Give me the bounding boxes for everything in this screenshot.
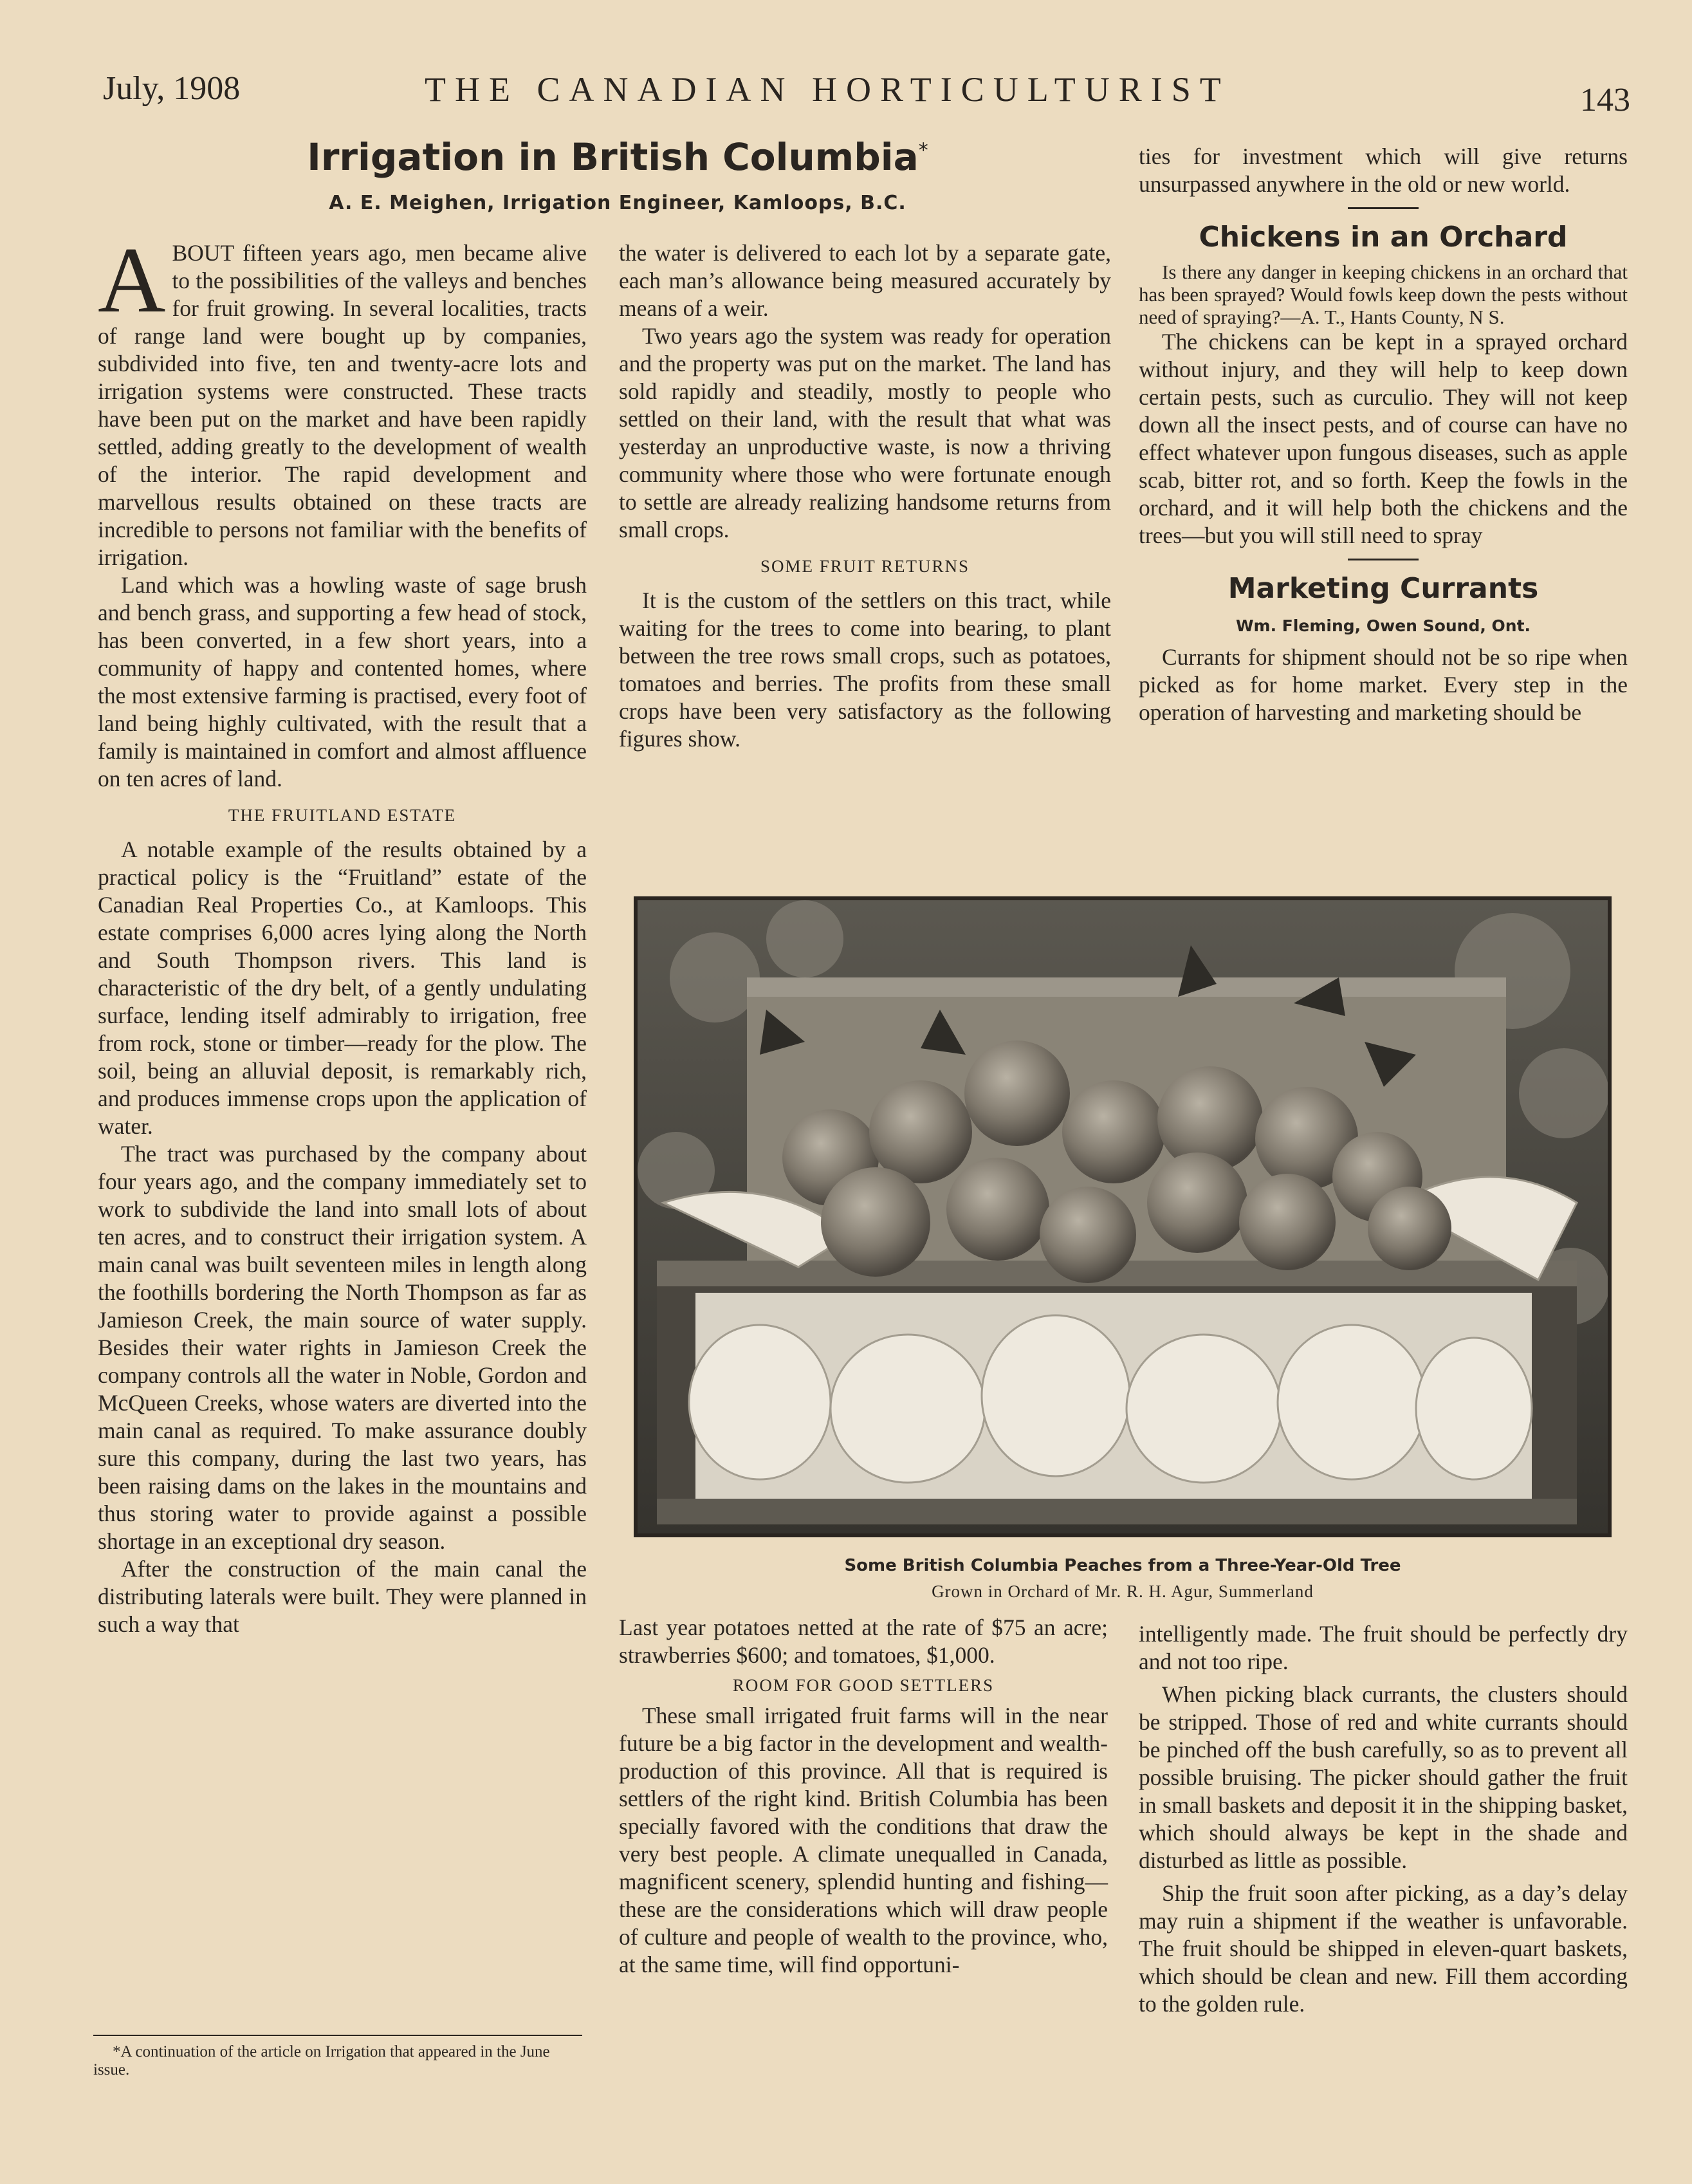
chickens-heading: Chickens in an Orchard: [1199, 221, 1568, 254]
drop-cap: A: [98, 228, 166, 332]
paragraph: A notable example of the results obtained by a practical policy is the “Fruitland” estate of the Canadian Real Properties Co., at Kamloops. This estate comprises 6,000 acres lying along the North and South Thompson rivers. This land is characteristic of the dry belt, of a gently undulating surface, lending itself admirably to irrigation, free from rock, stone or timber—ready for the plow. The soil, being an alluvial deposit, is remarkably rich, and produces immense crops upon the application of water.: [98, 837, 587, 1139]
section-divider: [1348, 559, 1419, 560]
paragraph: Currants for shipment should not be so ripe when picked as for home market. Every step in the operation of harvesting and marketing should be: [1139, 644, 1628, 725]
column-2-bottom: [619, 1614, 1108, 1979]
column-1: [98, 228, 587, 1638]
column-3-top: [1139, 143, 1628, 726]
paragraph: ties for investment which will give returns unsurpassed anywhere in the old or new world.: [1139, 143, 1628, 197]
column-2-top: [619, 239, 1111, 753]
subheading-good-settlers: ROOM FOR GOOD SETTLERS: [732, 1676, 995, 1695]
paragraph: the water is delivered to each lot by a separate gate, each man’s allowance being measured accurately by means of a weir.: [619, 240, 1111, 321]
currants-heading: Marketing Currants: [1228, 572, 1539, 605]
subheading-fruit-returns: SOME FRUIT RETURNS: [760, 557, 970, 576]
paragraph: The chickens can be kept in a sprayed orchard without injury, and they will help to keep down certain pests, such as curculio. They will not keep down all the insect pests, and of course can have no effect whatever upon fungous diseases, such as apple scab, bitter rot, and so forth. Keep the fowls in the orchard, and it will help both the chickens and the trees—but you will still need to spray: [1139, 329, 1628, 548]
issue-date: July, 1908: [103, 70, 241, 107]
peaches-photo: [634, 896, 1612, 1537]
subheading-fruitland: THE FRUITLAND ESTATE: [228, 806, 457, 825]
column-3-bottom: [1139, 1620, 1628, 2018]
paragraph: When picking black currants, the clusters should be stripped. Those of red and white currants should be pinched off the bush carefully, so as to prevent all possible bruising. The picker should gather the fruit in small baskets and deposit it in the shipping basket, which should always be kept in the shade and disturbed as little as possible.: [1139, 1681, 1628, 1873]
paragraph: The tract was purchased by the company about four years ago, and the company immediately set to work to subdivide the land into small lots of about ten acres, and to construct their irrigation system. A main canal was built seventeen miles in length along the foothills bordering the North Thompson as far as Jamieson Creek, the main source of water supply. Besides their water rights in Jamieson Creek the company controls all the water in Noble, Gordon and McQueen Creeks, whose waters are diverted into the main canal as required. To make assurance doubly sure this company, during the last two years, has been raising dams on the lakes in the mountains and thus storing water to provide against a possible shortage in an exceptional dry season.: [98, 1141, 587, 1554]
paragraph: Ship the fruit soon after picking, as a day’s delay may ruin a shipment if the weather is unfavorable. The fruit should be shipped in eleven-quart baskets, which should be clean and new. Fill them according to the golden rule.: [1139, 1880, 1628, 2017]
article-byline: A. E. Meighen, Irrigation Engineer, Kamloops, B.C.: [329, 192, 906, 214]
footnote-mark: *: [918, 139, 928, 162]
journal-title: THE CANADIAN HORTICULTURIST: [425, 70, 1230, 109]
reader-query: Is there any danger in keeping chickens in an orchard that has been sprayed? Would fowls keep down the pests without need of spraying?—A. T., Hants County, N S.: [1139, 261, 1628, 328]
section-divider: [1348, 207, 1419, 209]
article-title: Irrigation in British Columbia*: [307, 135, 928, 179]
photo-caption: Some British Columbia Peaches from a Three-Year-Old Tree: [844, 1556, 1401, 1575]
paragraph: Land which was a howling waste of sage brush and bench grass, and supporting a few head of stock, has been converted, in a few short years, into a community of happy and contented homes, where the most extensive farming is practised, every foot of land being highly cultivated, with the result that a family is maintained in comfort and almost affluence on ten acres of land.: [98, 572, 587, 791]
paragraph: Last year potatoes netted at the rate of $75 an acre; strawberries $600; and tomatoes, $1,000.: [619, 1615, 1108, 1668]
paragraph: After the construction of the main canal the distributing laterals were built. They were planned in such a way that: [98, 1556, 587, 1637]
footnote: *A continuation of the article on Irrigation that appeared in the June issue.: [93, 2043, 550, 2078]
peaches-image: [638, 900, 1608, 1533]
paragraph: It is the custom of the settlers on this tract, while waiting for the trees to come into bearing, to plant between the tree rows small crops, such as potatoes, tomatoes and berries. The profits from these small crops have been very satisfactory as the following figures show.: [619, 588, 1111, 752]
paragraph: intelligently made. The fruit should be perfectly dry and not too ripe.: [1139, 1621, 1628, 1674]
currants-byline: Wm. Fleming, Owen Sound, Ont.: [1235, 616, 1531, 635]
paragraph: ABOUT fifteen years ago, men became alive to the possibilities of the valleys and benches for fruit growing. In several localities, tracts of range land were bought up by companies, subdivided into five, ten and twenty-acre lots and irrigation systems were constructed. These tracts have been put on the market and have been rapidly settled, adding greatly to the development of wealth of the interior. The rapid development and marvellous results obtained on these tracts are incredible to persons not familiar with the benefits of irrigation.: [98, 228, 587, 570]
paragraph: Two years ago the system was ready for operation and the property was put on the market. The land has sold rapidly and steadily, mostly to people who settled on their land, with the result that what was yesterday an unproductive waste, is now a thriving community where those who were fortunate enough to settle are already realizing handsome returns from small crops.: [619, 323, 1111, 542]
paragraph: These small irrigated fruit farms will in the near future be a big factor in the development and wealth-production of this province. All that is required is settlers of the right kind. British Columbia has been specially favored with the conditions that draw the very best people. A climate unequalled in Canada, magnificent scenery, splendid hunting and fishing—these are the considerations which will draw people of culture and people of wealth to the province, who, at the same time, will find opportuni-: [619, 1703, 1108, 1977]
page-number: 143: [1580, 82, 1630, 118]
footnote-divider: [93, 2035, 582, 2036]
photo-credit: Grown in Orchard of Mr. R. H. Agur, Summerland: [932, 1582, 1314, 1601]
